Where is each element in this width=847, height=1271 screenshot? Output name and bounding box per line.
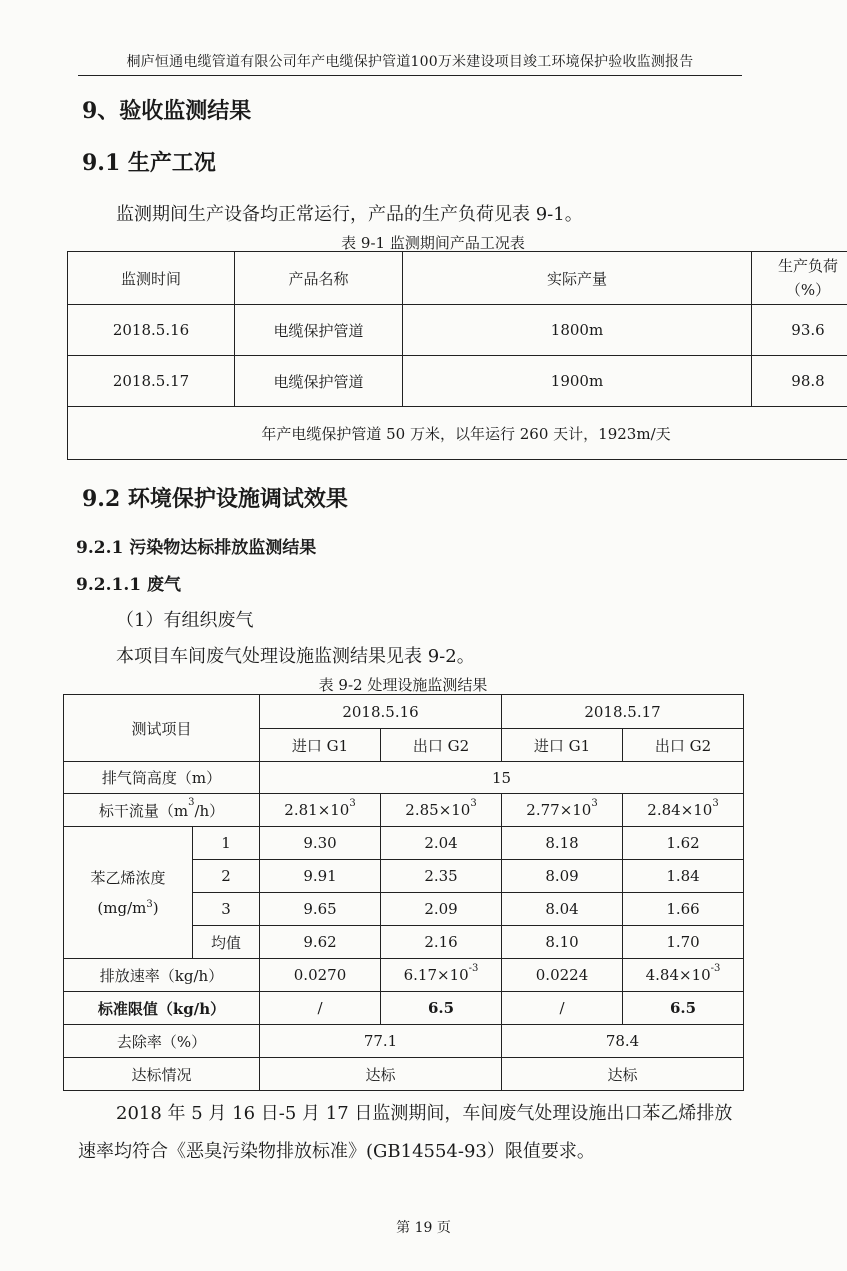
- table-cell: 93.6: [752, 305, 847, 356]
- section-9-2-intro: 本项目车间废气处理设施监测结果见表 9-2。: [116, 646, 475, 667]
- table-9-1: [67, 251, 847, 460]
- table-row: [64, 827, 744, 860]
- conclusion-line-2: 速率均符合《恶臭污染物排放标准》(GB14554-93）限值要求。: [78, 1141, 595, 1162]
- table-row: [68, 407, 847, 460]
- date-header: 2018.5.17: [502, 695, 744, 729]
- table-row: [64, 762, 744, 794]
- table-cell: 98.8: [752, 356, 847, 407]
- compliance-label: 达标情况: [64, 1058, 260, 1091]
- table-cell: 9.91: [260, 860, 381, 893]
- removal-rate-value: 78.4: [502, 1025, 744, 1058]
- table-cell: 1.70: [623, 926, 744, 959]
- port-header: 进口 G1: [502, 729, 623, 762]
- rate-value: $4.84\times 10^{-3}$: [623, 959, 744, 992]
- table-cell: 1.62: [623, 827, 744, 860]
- flow-value: $2.85\times 10^3$: [381, 794, 502, 827]
- removal-rate-label: 去除率（%）: [64, 1025, 260, 1058]
- flow-value: $2.81\times 10^3$: [260, 794, 381, 827]
- table-cell: 8.18: [502, 827, 623, 860]
- table-9-2-caption: 表 9-2 处理设施监测结果: [318, 676, 488, 694]
- table-row: [64, 695, 744, 729]
- table-note-cell: 年产电缆保护管道 50 万米，以年运行 260 天计，1923m/天: [68, 407, 847, 460]
- table-cell: 8.09: [502, 860, 623, 893]
- table-header-cell: [752, 252, 847, 305]
- sample-index: 1: [193, 827, 260, 860]
- load-header-unit: （%）: [785, 281, 831, 299]
- organized-exhaust-item: （1）有组织废气: [116, 610, 254, 631]
- table-cell: 2.35: [381, 860, 502, 893]
- table-9-1-caption: 表 9-1 监测期间产品工况表: [341, 234, 525, 252]
- section-9-title: 9、验收监测结果: [82, 98, 252, 124]
- test-item-header: 测试项目: [64, 695, 260, 762]
- table-cell: 2.04: [381, 827, 502, 860]
- styrene-label: 苯乙烯浓度 $(mg/m^3)$: [64, 827, 193, 959]
- section-9-2-title: 9.2 环境保护设施调试效果: [82, 486, 348, 512]
- table-cell: 9.30: [260, 827, 381, 860]
- limit-value: 6.5: [623, 992, 744, 1025]
- table-row: [68, 356, 847, 407]
- section-9-1-intro: 监测期间生产设备均正常运行，产品的生产负荷见表 9-1。: [116, 204, 583, 225]
- table-row: [64, 794, 744, 827]
- stack-height-value: 15: [260, 762, 744, 794]
- section-9-2-1-1-title: 9.2.1.1 废气: [76, 575, 181, 595]
- table-cell: 1800m: [403, 305, 752, 356]
- port-header: 进口 G1: [260, 729, 381, 762]
- table-cell: 8.04: [502, 893, 623, 926]
- table-header-cell: 产品名称: [235, 252, 403, 305]
- table-cell: 电缆保护管道: [235, 356, 403, 407]
- rate-value: 0.0270: [260, 959, 381, 992]
- sample-index: 均值: [193, 926, 260, 959]
- date-header: 2018.5.16: [260, 695, 502, 729]
- table-cell: 2.16: [381, 926, 502, 959]
- table-cell: 9.65: [260, 893, 381, 926]
- section-9-1-title: 9.1 生产工况: [82, 150, 216, 176]
- header-rule: [78, 75, 742, 76]
- compliance-value: 达标: [260, 1058, 502, 1091]
- table-9-2: [63, 694, 744, 1091]
- table-cell: 2018.5.17: [68, 356, 235, 407]
- emission-rate-label: 排放速率（kg/h）: [64, 959, 260, 992]
- sample-index: 3: [193, 893, 260, 926]
- table-cell: 电缆保护管道: [235, 305, 403, 356]
- table-row: [64, 1025, 744, 1058]
- table-cell: 1.66: [623, 893, 744, 926]
- rate-value: 0.0224: [502, 959, 623, 992]
- table-cell: 8.10: [502, 926, 623, 959]
- flow-value: $2.84\times 10^3$: [623, 794, 744, 827]
- conclusion-line-1: 2018 年 5 月 16 日-5 月 17 日监测期间，车间废气处理设施出口苯乙烯排放: [116, 1103, 733, 1124]
- rate-value: $6.17\times 10^{-3}$: [381, 959, 502, 992]
- page-number: 第 19 页: [396, 1220, 451, 1236]
- port-header: 出口 G2: [381, 729, 502, 762]
- table-header-cell: 实际产量: [403, 252, 752, 305]
- load-header-label: 生产负荷: [777, 257, 838, 275]
- stack-height-label: 排气筒高度（m）: [64, 762, 260, 794]
- limit-value: 6.5: [381, 992, 502, 1025]
- table-row: [64, 1058, 744, 1091]
- table-cell: 9.62: [260, 926, 381, 959]
- table-cell: 1900m: [403, 356, 752, 407]
- port-header: 出口 G2: [623, 729, 744, 762]
- section-9-2-1-title: 9.2.1 污染物达标排放监测结果: [76, 538, 317, 558]
- table-row: [68, 305, 847, 356]
- flow-value: $2.77\times 10^3$: [502, 794, 623, 827]
- table-cell: 2018.5.16: [68, 305, 235, 356]
- limit-value: /: [502, 992, 623, 1025]
- table-cell: 2.09: [381, 893, 502, 926]
- table-header-cell: 监测时间: [68, 252, 235, 305]
- flow-label: 标干流量$(m^3/h)$: [64, 794, 260, 827]
- standard-limit-label: 标准限值（kg/h）: [64, 992, 260, 1025]
- compliance-value: 达标: [502, 1058, 744, 1091]
- table-row: [64, 959, 744, 992]
- table-cell: 1.84: [623, 860, 744, 893]
- running-header: 桐庐恒通电缆管道有限公司年产电缆保护管道100万米建设项目竣工环境保护验收监测报告: [126, 54, 694, 70]
- removal-rate-value: 77.1: [260, 1025, 502, 1058]
- limit-value: /: [260, 992, 381, 1025]
- table-row: [64, 992, 744, 1025]
- sample-index: 2: [193, 860, 260, 893]
- table-row: [68, 252, 847, 305]
